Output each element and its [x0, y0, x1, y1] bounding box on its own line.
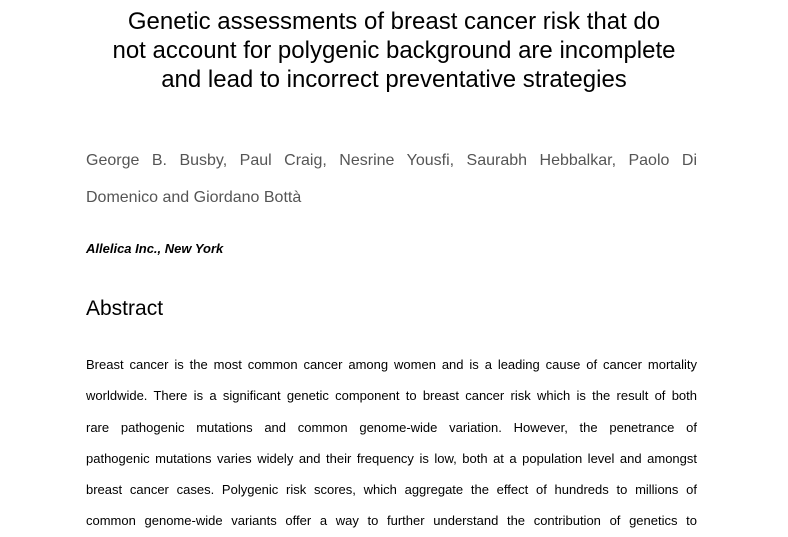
abstract-line: common genome-wide variants offer a way to further understand the contribution of genetics to — [86, 513, 697, 529]
title-line: not account for polygenic background are incomplete — [112, 37, 676, 64]
abstract-line: rare pathogenic mutations and common genome-wide variation. However, the penetrance of — [86, 419, 697, 435]
abstract-line: Breast cancer is the most common cancer among women and is a leading cause of cancer mortality — [86, 357, 697, 372]
title-line: and lead to incorrect preventative strategies — [161, 66, 627, 93]
paper-title — [60, 7, 728, 94]
affiliation: Allelica Inc., New York — [86, 241, 224, 256]
author-list — [86, 142, 697, 216]
author-line: Domenico and Giordano Bottà — [86, 189, 302, 206]
abstract-heading: Abstract — [86, 297, 164, 320]
author-line: George B. Busby, Paul Craig, Nesrine Yousfi, Saurabh Hebbalkar, Paolo Di — [86, 152, 697, 169]
title-line: Genetic assessments of breast cancer risk that do — [127, 8, 661, 35]
abstract-line: breast cancer cases. Polygenic risk scores, which aggregate the effect of hundreds to millions of — [86, 482, 697, 498]
abstract-line: pathogenic mutations varies widely and their frequency is low, both at a population level and amongst — [86, 450, 697, 466]
abstract-line: worldwide. There is a significant genetic component to breast cancer risk which is the result of both — [86, 388, 697, 404]
abstract-body — [86, 349, 697, 537]
